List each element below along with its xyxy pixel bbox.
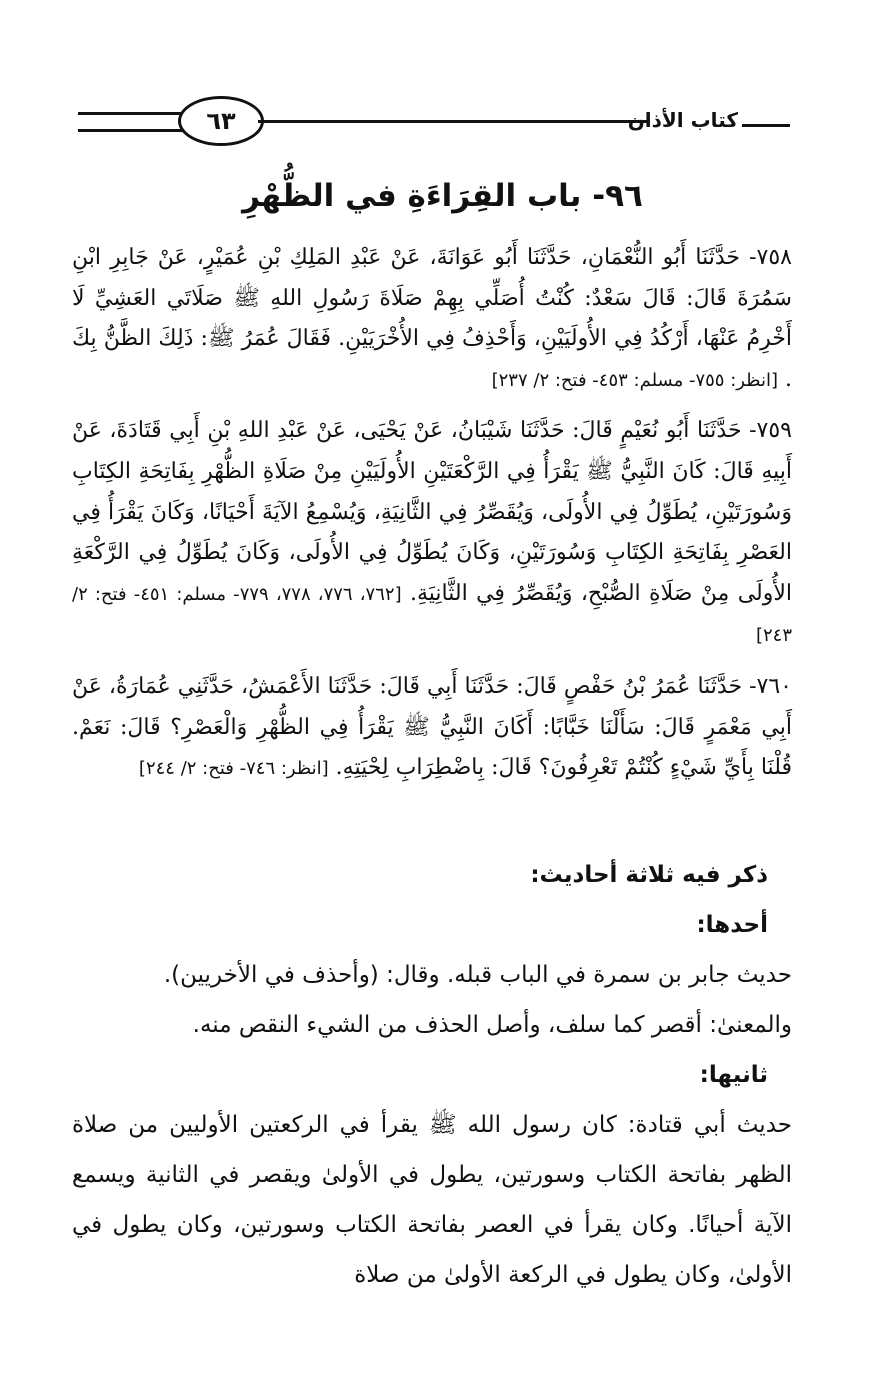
first-heading: أحدها:: [696, 912, 768, 938]
hadith-reference: [انظر: ٧٥٥- مسلم: ٤٥٣- فتح: ٢/ ٢٣٧]: [491, 369, 778, 391]
hadith-759: [72, 411, 792, 657]
page-number: ٦٣: [178, 96, 264, 146]
hadith-reference: [انظر: ٧٤٦- فتح: ٢/ ٢٤٤]: [138, 758, 329, 780]
first-line: حديث جابر بن سمرة في الباب قبله. وقال: (وأحذف في الأخريين).: [163, 962, 792, 988]
page-header: [70, 90, 790, 150]
second-text: حديث أبي قتادة: كان رسول الله ﷺ يقرأ في الركعتين الأوليين من صلاة الظهر بفاتحة الكتاب وسورتين، يطول في الأولىٰ ويقصر في الثانية ويسمع الآية أحيانًا. وكان يقرأ في العصر بفاتحة الكتاب وسورتين، وكان يطول في الأولىٰ، وكان يطول في الركعة الأولىٰ من صلاة: [72, 1112, 792, 1288]
hadith-760: [72, 667, 792, 790]
header-rule: [258, 120, 648, 123]
first-explanation: والمعنىٰ: أقصر كما سلف، وأصل الحذف من الشيء النقص منه.: [192, 1012, 792, 1038]
chapter-title: ٩٦- باب القِرَاءَةِ في الظُّهْرِ: [242, 178, 643, 214]
hadith-text: ٧٥٨- حَدَّثَنَا أَبُو النُّعْمَانِ، حَدَّثَنَا أَبُو عَوَانَةَ، عَنْ عَبْدِ المَلِكِ بْنِ عُمَيْرٍ، عَنْ جَابِرِ ابْنِ سَمُرَةَ قَالَ: قَالَ سَعْدٌ: كُنْتُ أُصَلِّي بِهِمْ صَلَاةَ رَسُولِ اللهِ ﷺ صَلَاتَي العَشِيِّ لَا أَخْرِمُ عَنْهَا، أَرْكُدُ فِي الأُولَيَيْنِ، وَأَحْذِفُ فِي الأُخْرَيَيْنِ. فَقَالَ عُمَرُ ﷺ: ذَلِكَ الظَّنُّ بِكَ .: [72, 245, 792, 392]
running-title: كتاب الأذان: [627, 108, 738, 132]
hadith-text: ٧٥٩- حَدَّثَنَا أَبُو نُعَيْمٍ قَالَ: حَدَّثَنَا شَيْبَانُ، عَنْ يَحْيَى، عَنْ عَبْدِ اللهِ بْنِ أَبِي قَتَادَةَ، عَنْ أَبِيهِ قَالَ: كَانَ النَّبِيُّ ﷺ يَقْرَأُ فِي الرَّكْعَتَيْنِ الأُولَيَيْنِ مِنْ صَلَاةِ الظُّهْرِ بِفَاتِحَةِ الكِتَابِ وَسُورَتَيْنِ، يُطَوِّلُ فِي الأُولَى، وَيُقَصِّرُ فِي الثَّانِيَةِ، وَيُسْمِعُ الآيَةَ أَحْيَانًا، وَكَانَ يَقْرَأُ فِي العَصْرِ بِفَاتِحَةِ الكِتَابِ وَسُورَتَيْنِ، وَكَانَ يُطَوِّلُ فِي الأُولَى، وَكَانَ يُطَوِّلُ فِي الرَّكْعَةِ الأُولَى مِنْ صَلَاةِ الصُّبْحِ، وَيُقَصِّرُ فِي الثَّانِيَةِ.: [72, 418, 793, 606]
commentary-section: [72, 850, 792, 1300]
header-double-rule: [78, 112, 188, 132]
hadith-section: [72, 238, 792, 800]
commentary-intro: ذكر فيه ثلاثة أحاديث:: [530, 862, 768, 888]
hadith-text: ٧٦٠- حَدَّثَنَا عُمَرُ بْنُ حَفْصٍ قَالَ: حَدَّثَنَا أَبِي قَالَ: حَدَّثَنَا الأَعْمَشُ، حَدَّثَنِي عُمَارَةُ، عَنْ أَبِي مَعْمَرٍ قَالَ: سَأَلْنَا خَبَّابًا: أَكَانَ النَّبِيُّ ﷺ يَقْرَأُ فِي الظُّهْرِ وَالْعَصْرِ؟ قَالَ: نَعَمْ. قُلْنَا بِأَيِّ شَيْءٍ كُنْتُمْ تَعْرِفُونَ؟ قَالَ: بِاضْطِرَابِ لِحْيَتِهِ.: [72, 673, 792, 781]
hadith-reference: [٧٦٢، ٧٧٦، ٧٧٨، ٧٧٩- مسلم: ٤٥١- فتح: ٢/ ٢٤٣]: [72, 583, 792, 647]
header-rule-short: [742, 124, 790, 127]
second-heading: ثانيها:: [699, 1062, 768, 1088]
hadith-758: [72, 238, 792, 401]
